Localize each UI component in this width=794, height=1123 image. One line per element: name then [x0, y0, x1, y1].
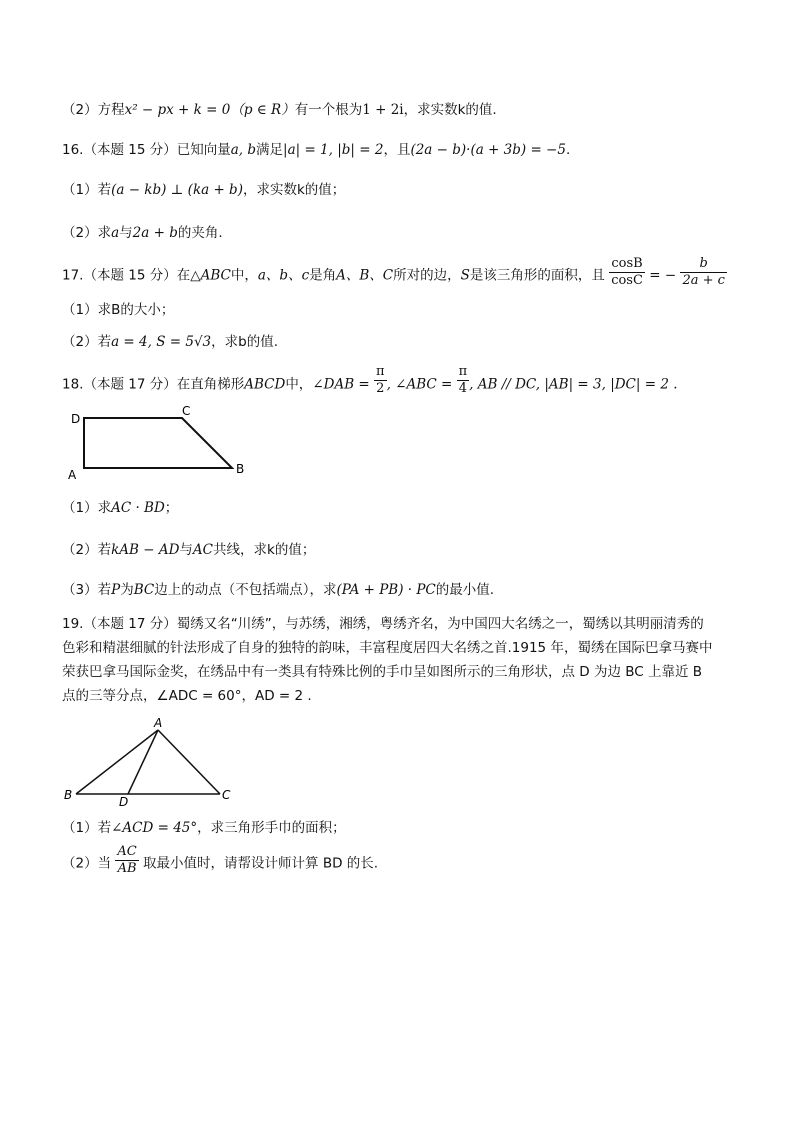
label-B: B — [236, 462, 245, 476]
q15-part2: （2）方程x² − px + k = 0（p ∈ R）有一个根为1 + 2i，求实数k的值. — [62, 102, 497, 118]
q19-part1: （1）若∠ACD = 45°，求三角形手巾的面积； — [62, 820, 346, 836]
q17-stem: 17.（本题 15 分）在△ABC中，a、b、c是角A、B、C所对的边，S是该三角形的面积，且 $\frac{\cos B}{\cos C}$ = − $\frac{b}{2a + c}$ — [62, 256, 725, 288]
segment-AB — [76, 730, 158, 794]
label-D: D — [119, 795, 129, 808]
q17-fraction-cos: $\frac{\cos B}{\cos C}$ — [611, 256, 643, 288]
q16-part2: （2）求a与2a + b的夹角. — [62, 225, 223, 241]
q17-part2: （2）若a = 4, S = 5√3，求b的值. — [62, 334, 279, 350]
q16-stem: 16.（本题 15 分）已知向量a, b满足|a| = 1, |b| = 2，且(2a − b)·(a + 3b) = −5. — [62, 142, 571, 158]
segment-AC — [158, 730, 220, 794]
q18-part3: （3）若P为BC边上的动点（不包括端点），求(PA + PB) · PC的最小值. — [62, 582, 495, 598]
q15-root: 1 + 2i — [362, 102, 404, 118]
q19-part2: （2）当 $\frac{AC}{AB}$ 取最小值时，请帮设计师计算 BD 的长. — [62, 844, 379, 876]
q16-condition: |a| = 1, |b| = 2 — [283, 142, 384, 158]
label-D: D — [71, 412, 81, 426]
trapezoid-figure — [62, 405, 262, 485]
trapezoid-shape — [84, 418, 232, 468]
q18-fraction-pi-4: $\frac{\pi}{4}$ — [458, 364, 468, 396]
label-C: C — [222, 788, 231, 802]
q18-stem: 18.（本题 17 分）在直角梯形ABCD中，∠DAB = $\frac{\pi}{2}$ , ∠ABC = $\frac{\pi}{4}$ , AB // DC, |AB| = 3, |DC| = 2 . — [62, 364, 678, 396]
q17-fraction-b: $\frac{b}{2a + c}$ — [682, 256, 725, 288]
label-A: A — [68, 468, 77, 482]
q16-part1: （1）若(a − kb) ⊥ (ka + b)，求实数k的值； — [62, 182, 346, 198]
q18-fraction-pi-2: $\frac{\pi}{2}$ — [376, 364, 385, 396]
q18-part2: （2）若kAB − AD与AC共线，求k的值； — [62, 542, 316, 558]
q19-stem: 19.（本题 17 分）蜀绣又名“川绣”，与苏绣，湘绣，粤绣齐名，为中国四大名绣之一，蜀绣以其明丽清秀的 色彩和精湛细腻的针法形成了自身的独特的韵味，丰富程度居四大名绣之首.1915 年，蜀绣在国际巴拿马赛中 荣获巴拿马国际金奖，在绣品中有一类具有特殊比例的手巾呈如图所示的三角形状，点 D 为边 BC 上靠近 B 点的三等分点，∠ADC = 60°，AD = 2 . — [62, 616, 713, 704]
q18-part1: （1）求AC · BD； — [62, 500, 179, 516]
label-C: C — [182, 405, 191, 418]
q15-equation: x² − px + k = 0（p ∈ R） — [124, 102, 295, 118]
q19-fraction: $\frac{AC}{AB}$ — [117, 844, 137, 876]
segment-AD — [128, 730, 158, 794]
label-A: A — [154, 716, 163, 730]
label-B: B — [64, 788, 73, 802]
triangle-figure — [62, 716, 242, 808]
q16-equation: (2a − b)·(a + 3b) = −5 — [410, 142, 566, 158]
q17-part1: （1）求B的大小； — [62, 302, 175, 318]
